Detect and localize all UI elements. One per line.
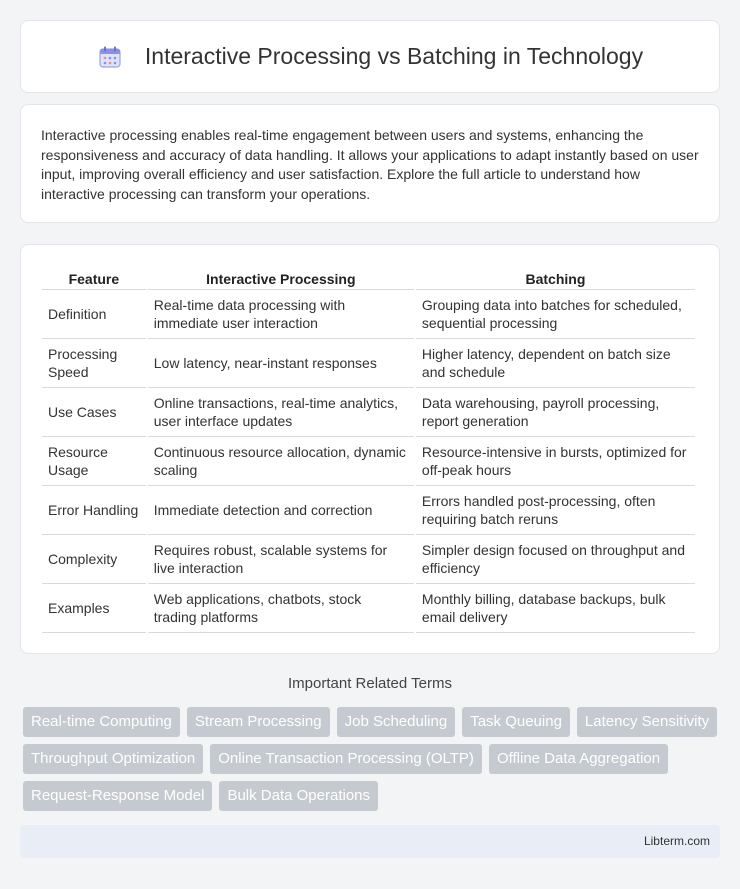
feature-cell: Examples — [42, 584, 146, 633]
intro-card — [20, 104, 720, 223]
table-row — [42, 584, 695, 633]
interactive-cell: Low latency, near-instant responses — [148, 339, 414, 388]
header-feature: Feature — [42, 266, 146, 290]
table-row — [42, 388, 695, 437]
footer — [20, 825, 720, 858]
batching-cell: Errors handled post-processing, often requiring batch reruns — [416, 486, 695, 535]
table-row — [42, 535, 695, 584]
tag-stream-processing[interactable]: Stream Processing — [187, 707, 330, 737]
table-row — [42, 486, 695, 535]
feature-cell: Complexity — [42, 535, 146, 584]
batching-cell: Data warehousing, payroll processing, report generation — [416, 388, 695, 437]
batching-cell: Grouping data into batches for scheduled, sequential processing — [416, 290, 695, 339]
table-row — [42, 290, 695, 339]
header-batching: Batching — [416, 266, 695, 290]
feature-cell: Resource Usage — [42, 437, 146, 486]
interactive-cell: Immediate detection and correction — [148, 486, 414, 535]
feature-cell: Use Cases — [42, 388, 146, 437]
footer-site-link[interactable]: Libterm.com — [643, 834, 710, 848]
tag-job-scheduling[interactable]: Job Scheduling — [337, 707, 456, 737]
feature-cell: Processing Speed — [42, 339, 146, 388]
comparison-table-card — [20, 244, 720, 654]
page-title: Interactive Processing vs Batching in Technology — [144, 43, 644, 69]
tag-bulk-data-operations[interactable]: Bulk Data Operations — [219, 781, 378, 811]
intro-text: Interactive processing enables real-time engagement between users and systems, enhancing the responsiveness and accuracy of data handling. It allows your applications to adapt instantly based on user input, improving overall efficiency and user satisfaction. Explore the full article to understand how interactive processing can transform your operations. — [41, 127, 699, 202]
tag-throughput-optimization[interactable]: Throughput Optimization — [23, 744, 203, 774]
tag-request-response-model[interactable]: Request-Response Model — [23, 781, 212, 811]
related-terms-list — [23, 707, 723, 811]
interactive-cell: Requires robust, scalable systems for live interaction — [148, 535, 414, 584]
feature-cell: Error Handling — [42, 486, 146, 535]
header-card — [20, 20, 720, 93]
related-terms-title: Important Related Terms — [288, 675, 452, 692]
tag-task-queuing[interactable]: Task Queuing — [462, 707, 570, 737]
batching-cell: Simpler design focused on throughput and efficiency — [416, 535, 695, 584]
table-row — [42, 339, 695, 388]
calendar-icon — [97, 44, 123, 70]
interactive-cell: Continuous resource allocation, dynamic scaling — [148, 437, 414, 486]
tag-oltp[interactable]: Online Transaction Processing (OLTP) — [210, 744, 482, 774]
batching-cell: Higher latency, dependent on batch size and schedule — [416, 339, 695, 388]
table-row — [42, 437, 695, 486]
table-header-row — [42, 266, 695, 290]
interactive-cell: Web applications, chatbots, stock trading platforms — [148, 584, 414, 633]
header-interactive-processing: Interactive Processing — [148, 266, 414, 290]
tag-latency-sensitivity[interactable]: Latency Sensitivity — [577, 707, 717, 737]
interactive-cell: Online transactions, real-time analytics, user interface updates — [148, 388, 414, 437]
feature-cell: Definition — [42, 290, 146, 339]
batching-cell: Monthly billing, database backups, bulk email delivery — [416, 584, 695, 633]
comparison-table — [40, 266, 697, 633]
tag-offline-data-aggregation[interactable]: Offline Data Aggregation — [489, 744, 668, 774]
batching-cell: Resource-intensive in bursts, optimized for off-peak hours — [416, 437, 695, 486]
interactive-cell: Real-time data processing with immediate user interaction — [148, 290, 414, 339]
tag-real-time-computing[interactable]: Real-time Computing — [23, 707, 180, 737]
